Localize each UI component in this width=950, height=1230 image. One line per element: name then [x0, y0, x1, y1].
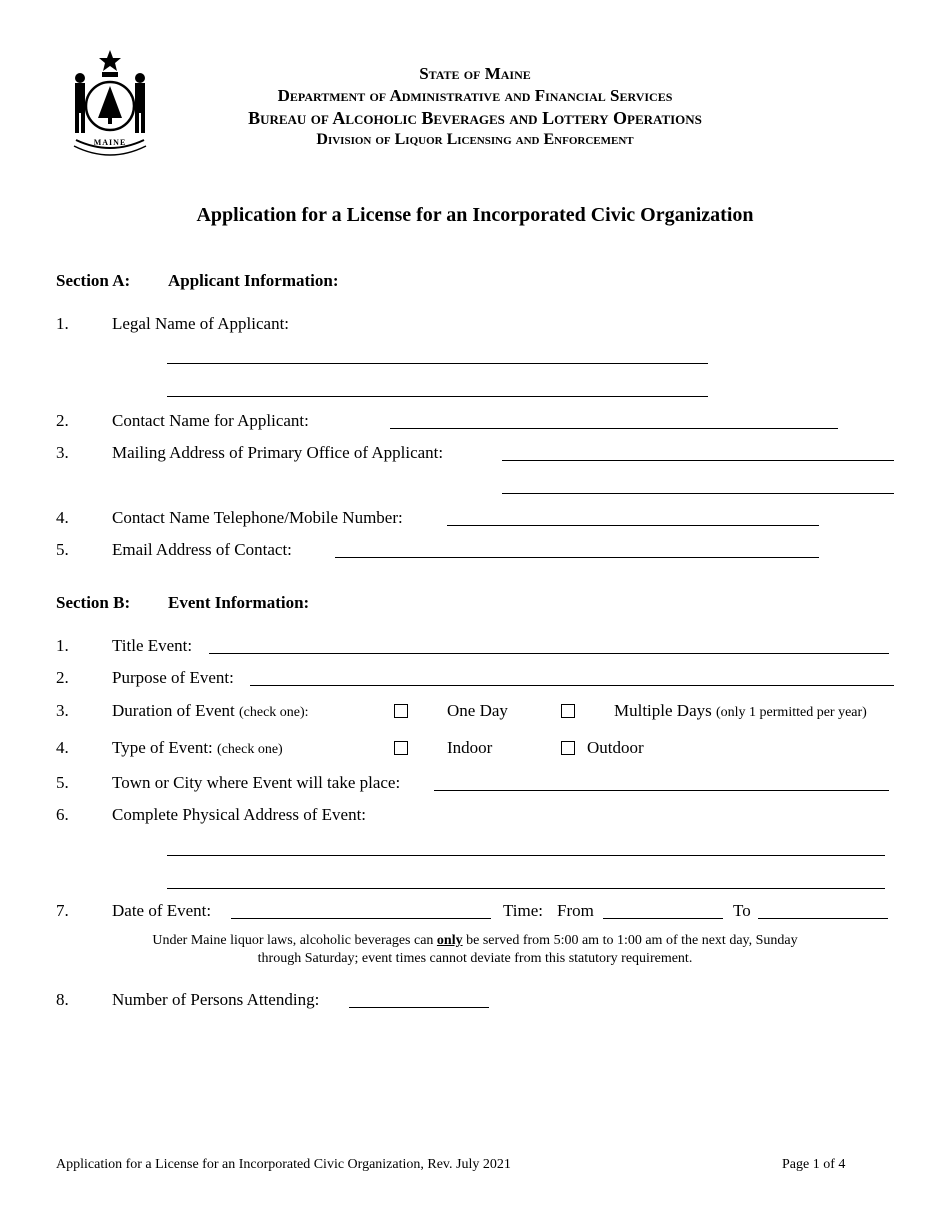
b6-label: Complete Physical Address of Event:: [112, 805, 367, 824]
b7-number: 7.: [56, 901, 69, 920]
b1-label: Title Event:: [112, 636, 193, 655]
notice-line-1: [80, 932, 870, 950]
indoor-checkbox[interactable]: [394, 741, 408, 755]
a3-number: 3.: [56, 443, 69, 462]
legal-name-line-2[interactable]: [167, 396, 708, 397]
notice-part-1: Under Maine liquor laws, alcoholic beverages can: [152, 933, 434, 948]
mailing-address-line-2[interactable]: [502, 493, 894, 494]
time-from-label: From: [557, 901, 594, 920]
time-to-line[interactable]: [758, 918, 888, 919]
event-title-line[interactable]: [209, 653, 889, 654]
a1-label: Legal Name of Applicant:: [112, 314, 290, 333]
mailing-address-line-1[interactable]: [502, 460, 894, 461]
telephone-line[interactable]: [447, 525, 819, 526]
b2-number: 2.: [56, 668, 69, 687]
b8-label: Number of Persons Attending:: [112, 990, 320, 1009]
a2-label: Contact Name for Applicant:: [112, 411, 309, 430]
b3-label: [112, 701, 309, 723]
b7-label: Date of Event:: [112, 901, 212, 920]
liquor-law-notice: [80, 932, 870, 968]
time-label: Time:: [503, 901, 544, 920]
header-state: State of Maine: [419, 64, 531, 83]
header-division: Division of Liquor Licensing and Enforcement: [316, 131, 634, 148]
sailor-head-icon: [135, 73, 145, 83]
outdoor-checkbox[interactable]: [561, 741, 575, 755]
page-title: Application for a License for an Incorporated Civic Organization: [196, 204, 754, 226]
physical-address-line-2[interactable]: [167, 888, 885, 889]
persons-attending-line[interactable]: [349, 1007, 489, 1008]
header-department: Department of Administrative and Financial Services: [277, 86, 673, 105]
event-purpose-line[interactable]: [250, 685, 894, 686]
multiple-days-label: [614, 701, 867, 723]
physical-address-line-1[interactable]: [167, 855, 885, 856]
time-to-label: To: [733, 901, 751, 920]
b4-label: [112, 738, 283, 760]
duration-label: Duration of Event: [112, 701, 235, 720]
duration-note: (check one):: [239, 705, 309, 720]
one-day-checkbox[interactable]: [394, 704, 408, 718]
a2-number: 2.: [56, 411, 69, 430]
a5-number: 5.: [56, 540, 69, 559]
type-label: Type of Event:: [112, 738, 213, 757]
b1-number: 1.: [56, 636, 69, 655]
section-b-title: Event Information:: [168, 593, 310, 612]
header-bureau: Bureau of Alcoholic Beverages and Lottery Operations: [248, 108, 702, 128]
type-note: (check one): [217, 742, 283, 757]
section-a-title: Applicant Information:: [168, 271, 339, 290]
b8-number: 8.: [56, 990, 69, 1009]
star-icon: [99, 50, 121, 71]
pine-tree-icon: [98, 86, 122, 118]
b2-label: Purpose of Event:: [112, 668, 234, 687]
b6-number: 6.: [56, 805, 69, 824]
section-b-label: Section B:: [56, 593, 131, 612]
a4-number: 4.: [56, 508, 69, 527]
farmer-head-icon: [75, 73, 85, 83]
b5-label: Town or City where Event will take place:: [112, 773, 401, 792]
legal-name-line-1[interactable]: [167, 363, 708, 364]
footer-page-number: Page 1 of 4: [782, 1157, 846, 1172]
b4-number: 4.: [56, 738, 69, 757]
state-seal: [62, 48, 158, 158]
multiple-days-checkbox[interactable]: [561, 704, 575, 718]
notice-part-2: be served from 5:00 am to 1:00 am of the next day, Sunday: [466, 933, 798, 948]
a5-label: Email Address of Contact:: [112, 540, 292, 559]
town-city-line[interactable]: [434, 790, 889, 791]
multiple-days-text: Multiple Days: [614, 701, 712, 720]
email-line[interactable]: [335, 557, 819, 558]
a1-number: 1.: [56, 314, 69, 333]
seal-motto: MAINE: [93, 138, 127, 147]
outdoor-label: Outdoor: [587, 738, 644, 757]
section-a-label: Section A:: [56, 271, 131, 290]
footer-document-title: Application for a License for an Incorporated Civic Organization, Rev. July 2021: [56, 1157, 511, 1172]
a3-label: Mailing Address of Primary Office of Applicant:: [112, 443, 444, 462]
b3-number: 3.: [56, 701, 69, 720]
contact-name-line[interactable]: [390, 428, 838, 429]
notice-line-2: through Saturday; event times cannot deviate from this statutory requirement.: [257, 951, 693, 966]
a4-label: Contact Name Telephone/Mobile Number:: [112, 508, 403, 527]
multiple-days-note: (only 1 permitted per year): [716, 705, 867, 720]
b5-number: 5.: [56, 773, 69, 792]
event-date-line[interactable]: [231, 918, 491, 919]
indoor-label: Indoor: [447, 738, 493, 757]
notice-emphasis: only: [436, 933, 463, 948]
time-from-line[interactable]: [603, 918, 723, 919]
one-day-label: One Day: [447, 701, 508, 720]
